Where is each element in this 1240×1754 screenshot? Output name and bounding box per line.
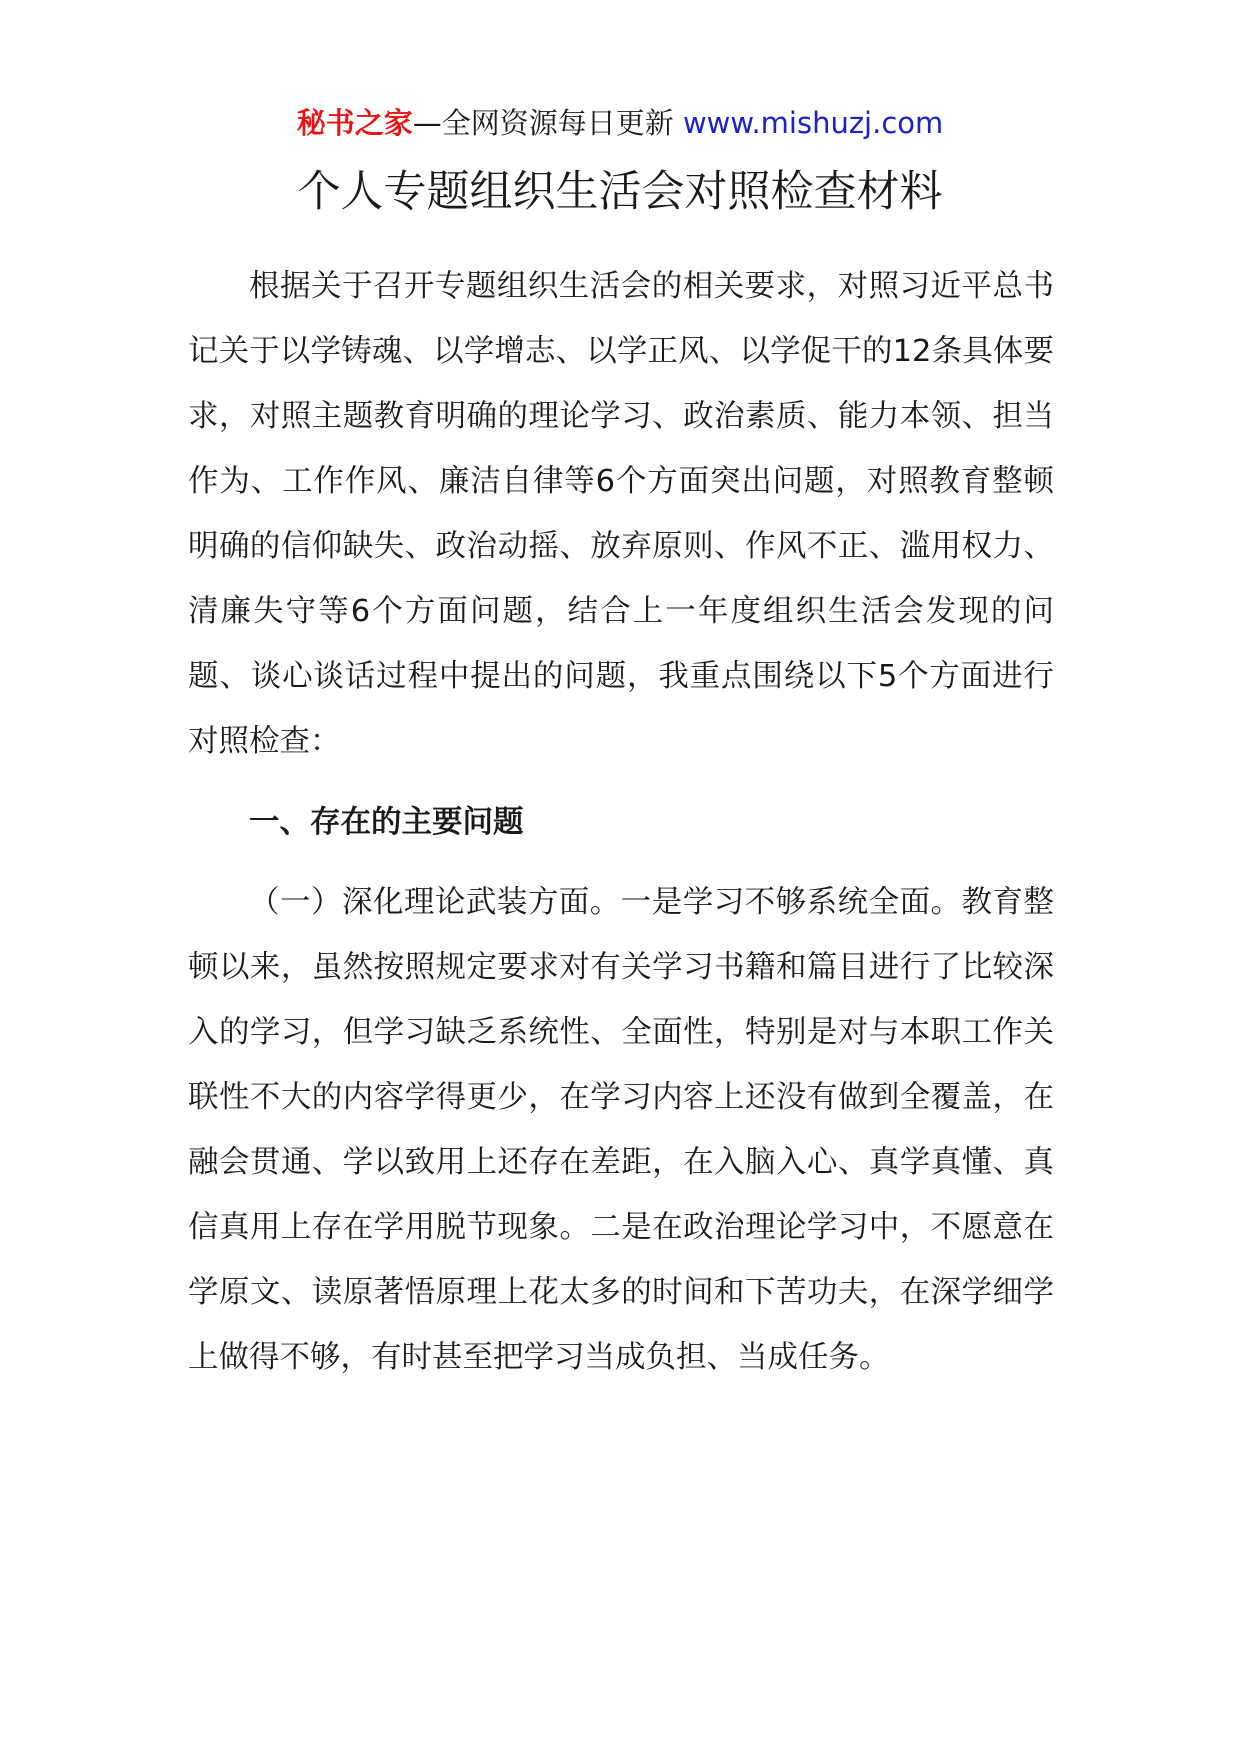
document-title: 个人专题组织生活会对照检查材料 (297, 167, 943, 217)
site-tagline: —全网资源每日更新 (412, 106, 683, 140)
section-heading: 一、存在的主要问题 (249, 805, 524, 840)
intro-paragraph: 根据关于召开专题组织生活会的相关要求，对照习近平总书记关于以学铸魂、以学增志、以学正风、以学促干的12条具体要求，对照主题教育明确的理论学习、政治素质、能力本领、担当作为、工作作风、廉洁自律等6个方面突出问题，对照教育整顿明确的信仰缺失、政治动摇、放弃原则、作风不正、滥用权力、清廉失守等6个方面问题，结合上一年度组织生活会发现的问题、谈心谈话过程中提出的问题，我重点围绕以下5个方面进行对照检查： (188, 269, 1054, 759)
section-paragraph: （一）深化理论武装方面。一是学习不够系统全面。教育整顿以来，虽然按照规定要求对有关学习书籍和篇目进行了比较深入的学习，但学习缺乏系统性、全面性，特别是对与本职工作关联性不大的内容学得更少，在学习内容上还没有做到全覆盖，在融会贯通、学以致用上还存在差距，在入脑入心、真学真懂、真信真用上存在学用脱节现象。二是在政治理论学习中，不愿意在学原文、读原著悟原理上花太多的时间和下苦功夫，在深学细学上做得不够，有时甚至把学习当成负担、当成任务。 (188, 885, 1054, 1375)
site-url-link[interactable]: www.mishuzj.com (682, 106, 944, 140)
site-brand: 秘书之家 (296, 106, 413, 140)
site-banner (0, 103, 1240, 143)
